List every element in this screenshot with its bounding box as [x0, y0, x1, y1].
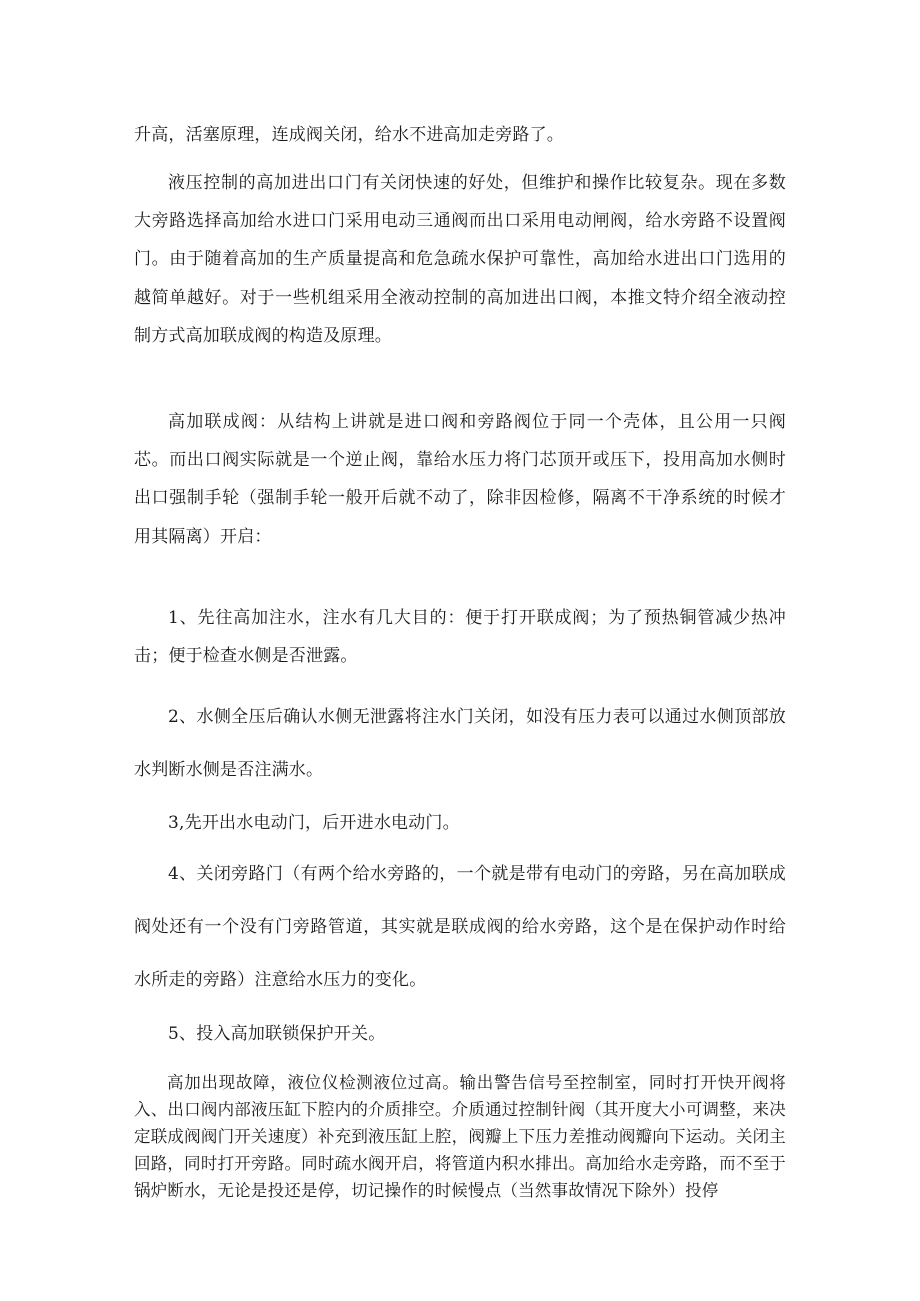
step-1: 1、先往高加注水，注水有几大目的：便于打开联成阀；为了预热铜管减少热冲击；便于检查水侧是否泄露。 [134, 608, 786, 667]
step-5: 5、投入高加联锁保护开关。 [168, 1024, 386, 1044]
step-2: 2、水侧全压后确认水侧无泄露将注水门关闭，如没有压力表可以通过水侧顶部放水判断水侧是否注满水。 [134, 707, 786, 780]
step-4: 4、关闭旁路门（有两个给水旁路的，一个就是带有电动门的旁路，另在高加联成阀处还有一个没有门旁路管道，其实就是联成阀的给水旁路，这个是在保护动作时给水所走的旁路）注意给水压力的变化。 [134, 864, 786, 990]
paragraph-fault-handling: 高加出现故障，液位仪检测液位过高。输出警告信号至控制室，同时打开快开阀将入、出口阀内部液压缸下腔内的介质排空。介质通过控制针阀（其开度大小可调整，来决定联成阀阀门开关速度）补充到液压缸上腔，阀瓣上下压力差推动阀瓣向下运动。关闭主回路，同时打开旁路。同时疏水阀开启，将管道内积水排出。高加给水走旁路，而不至于锅炉断水，无论是投还是停，切记操作的时候慢点（当然事故情况下除外）投停 [134, 1073, 786, 1200]
paragraph-continuation: 升高，活塞原理，连成阀关闭，给水不进高加走旁路了。 [134, 125, 564, 145]
paragraph-hydraulic-control: 液压控制的高加进出口门有关闭快速的好处，但维护和操作比较复杂。现在多数大旁路选择高加给水进口门采用电动三通阀而出口采用电动闸阀，给水旁路不设置阀门。由于随着高加的生产质量提高和危急疏水保护可靠性，高加给水进出口门选用的越简单越好。对于一些机组采用全液动控制的高加进出口阀，本推文特介绍全液动控制方式高加联成阀的构造及原理。 [134, 173, 786, 346]
paragraph-combined-valve: 高加联成阀：从结构上讲就是进口阀和旁路阀位于同一个壳体，且公用一只阀芯。而出口阀实际就是一个逆止阀，靠给水压力将门芯顶开或压下，投用高加水侧时出口强制手轮（强制手轮一般开后就不动了，除非因检修，隔离不干净系统的时候才用其隔离）开启： [134, 412, 786, 547]
step-3: 3,先开出水电动门，后开进水电动门。 [168, 813, 460, 833]
